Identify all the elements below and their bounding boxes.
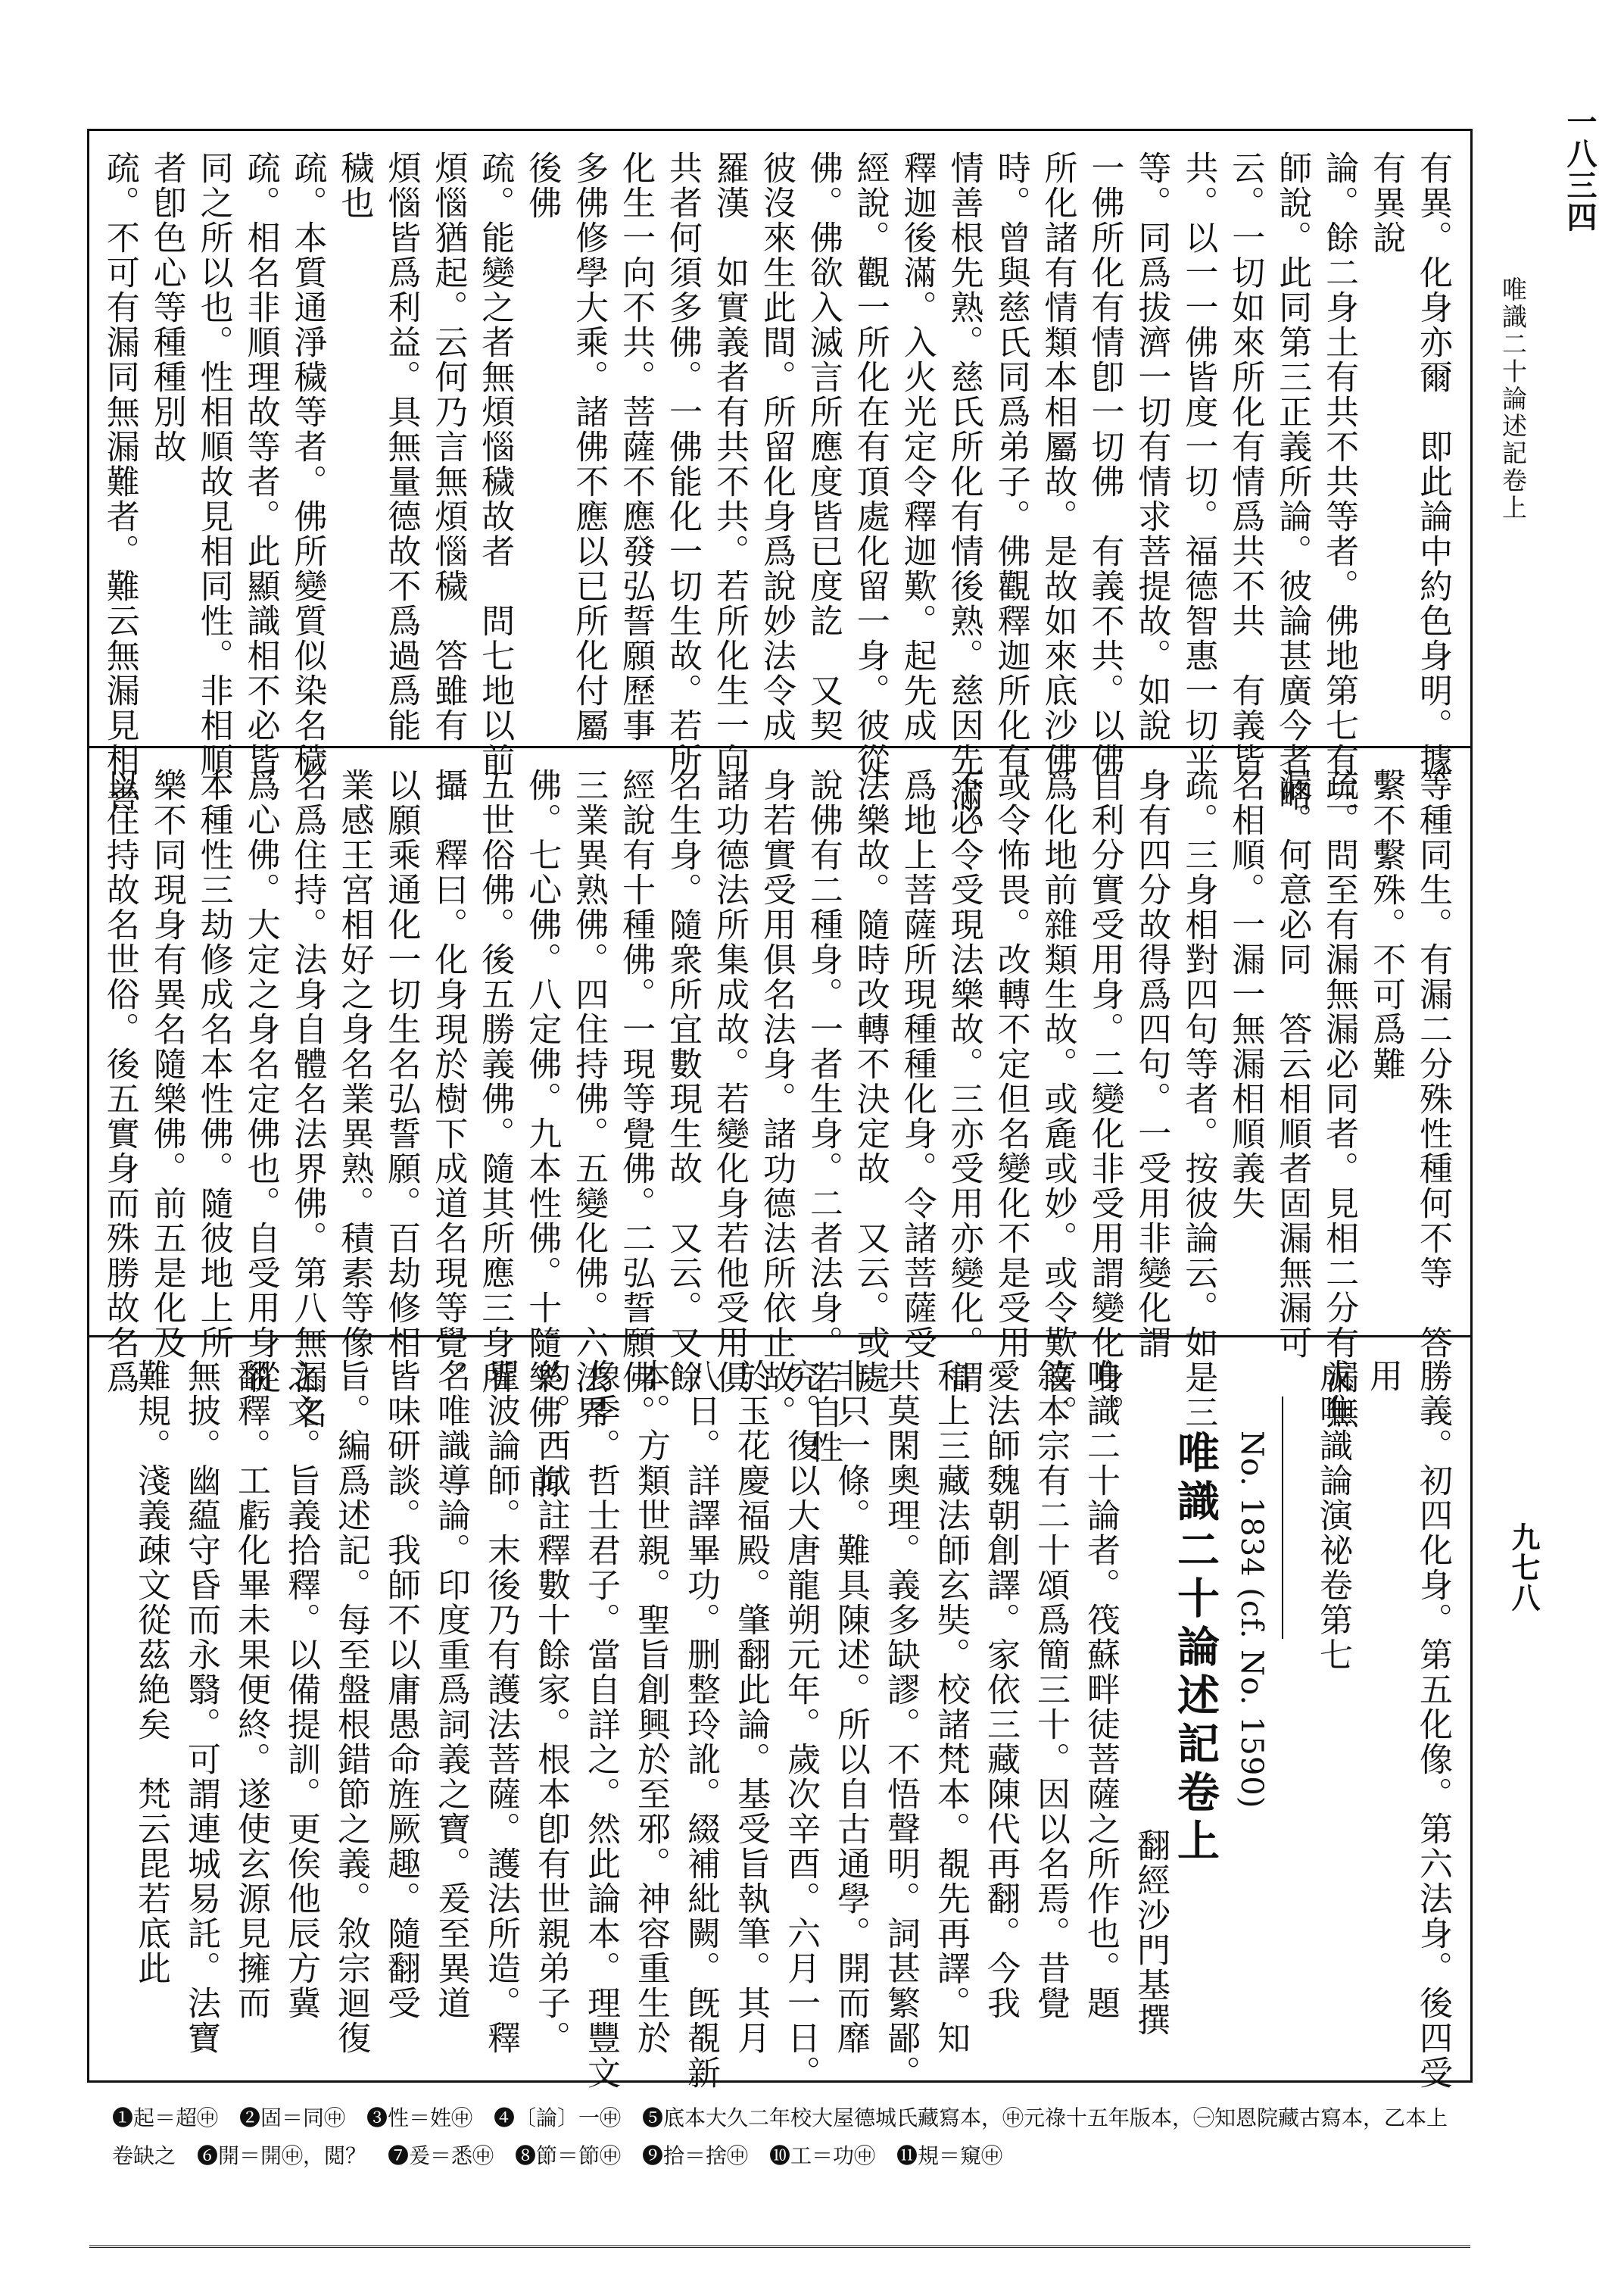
text-column: 爲地上菩薩所現種種化身。令諸菩薩受 [897, 768, 937, 1360]
text-column: 彼沒來生此間。所留化身爲說妙法令成 [756, 151, 796, 743]
text-column: 名相順。一漏一無漏相順義失 [1226, 768, 1265, 1221]
text-column: 於玉花慶福殿。肇翻此論。基受旨執筆。其月 [731, 1359, 770, 2055]
text-column: 無披。幽藴守昏而永翳。可謂連城易託。法寶 [182, 1359, 220, 2055]
text-column: 樂不同現身有異名隨樂佛。前五是化及 [147, 768, 186, 1360]
text-column: 等。同爲拔濟一切有情求菩提故。如說 [1132, 151, 1171, 743]
text-column: 煩惱猶起。云何乃言無煩惱穢 答雖有 [429, 151, 468, 743]
text-column: 非只一條。難具陳述。所以自古通學。開而靡 [831, 1359, 870, 2055]
text-column: 師說。此同第三正義所論。彼論甚廣今者略 [1273, 151, 1312, 813]
text-column: 三業異熟佛。四住持佛。五變化佛。六法界 [569, 768, 609, 1430]
text-column: 羅漢 如實義者有共不共。若所化生一向 [709, 151, 749, 778]
text-column: 爲心佛。大定之身名定佛也。自受用身從 [241, 768, 280, 1395]
text-column: 本。方類世親。聖旨創興於至邪。神容重生於 [631, 1359, 670, 2055]
text-column: 漏。何意必同 答云相順者固漏無漏可 [1273, 768, 1312, 1360]
text-column: 之文。旨義拾釋。以備提訓。更俟他辰方冀 [282, 1359, 320, 2021]
page-number: 一八三四 [1562, 106, 1598, 233]
text-column: 者卽色心等種種別故 [147, 151, 186, 464]
text-column: 或令怖畏。改轉不定但名變化不是受用 [991, 768, 1030, 1360]
running-title: 唯識二十論述記卷上 [1498, 276, 1528, 522]
text-column: 像季。哲士君子。當自詳之。然此論本。理豐文 [581, 1359, 620, 2090]
text-column: 疏。相名非順理故等者。此顯識相不必皆 [241, 151, 280, 778]
text-column: 難規。淺義疎文從茲絶矣 梵云毘若底此 [132, 1359, 170, 1986]
end-title: 成唯識論演祕卷第七 [1314, 1359, 1352, 1672]
text-column: 煩惱皆爲利益。具無量德故不爲過爲能 [382, 151, 421, 743]
register-divider-upper [89, 746, 1470, 748]
text-column: 多佛修學大乘。諸佛不應以已所化付屬 [569, 151, 609, 743]
text-column: 經說有十種佛。一現等覺佛。二弘誓願佛。 [616, 768, 656, 1430]
text-column: 疏。能變之者無煩惱穢故者 問七地以前 [475, 151, 515, 778]
register-middle [89, 748, 1470, 1500]
text-column: 名爲住持。法身自體名法界佛。第八無漏名 [288, 768, 327, 1430]
work-number: No. 1834 (cf. No. 1590) [1234, 1431, 1269, 1809]
page-header [1488, 106, 1601, 879]
text-column: 以住持故名世俗。後五實身而殊勝故名爲 [100, 768, 139, 1395]
text-column: 究。復以大唐龍朔元年。歲次辛酉。六月一日。 [781, 1359, 820, 2090]
text-column: 時。曾與慈氏同爲弟子。佛觀釋迦所化有 [991, 151, 1030, 778]
text-column: 共者何須多佛。一佛能化一切生故。若所 [663, 151, 702, 778]
text-column: 以願乘通化一切生名弘誓願。百劫修相 [382, 768, 421, 1360]
text-column: 論。餘二身土有共不共等者。佛地第七有三 [1320, 151, 1359, 813]
text-column: 身若實受用俱名法身。諸功德法所依止故。 [756, 768, 796, 1430]
register-top [89, 131, 1470, 847]
text-column: 疏。不可有漏同無漏難者。難云無漏見相善 [100, 151, 139, 813]
text-column: 諸功德法所集成故。若變化身若他受用俱 [709, 768, 749, 1395]
text-column: 經說。觀一所化在有頂處化留一身。彼從 [850, 151, 890, 778]
text-column: 有異說 [1367, 151, 1406, 255]
text-column: 名唯識導論。印度重爲詞義之寶。爰至異道 [432, 1359, 470, 2021]
text-column: 有異。化身亦爾 即此論中約色身明。據 [1414, 151, 1452, 778]
text-column: 名生身。隨衆所宜數現生故 又云。又餘 [663, 768, 702, 1395]
text-column: 化生一向不共。菩薩不應發弘誓願歷事 [616, 151, 656, 743]
text-column: 皆味研談。我師不以庸愚命旌厥趣。隨翻受 [382, 1359, 420, 2021]
footnote-line: 卷缺之 ❻開＝開㊥，閲？ ❼爰＝悉㊥ ❽節＝節㊥ ❾拾＝捨㊥ ❿工＝功㊥ ⓫規＝窺㊥ [112, 2143, 1003, 2168]
text-column: 說佛有二種身。一者生身。二者法身。若自性 [803, 768, 843, 1465]
text-column: 身有四分故得爲四句。一受用非變化謂 [1132, 768, 1171, 1360]
work-title: 唯識二十論述記卷上 [1170, 1431, 1220, 1867]
bottom-rule [89, 2245, 1470, 2248]
footnotes [112, 2099, 1490, 2175]
text-column: 等種同生。有漏二分殊性種何不等 答 [1414, 768, 1452, 1360]
text-column: 同之所以也。性相順故見相同性。非相順 [194, 151, 233, 778]
text-column: 攝 釋曰。化身現於樹下成道名現等覺。 [429, 768, 468, 1395]
text-column: 八日。詳譯畢功。删整玲訛。綴補紕闕。旣覩新 [681, 1359, 720, 2090]
text-column: 敘本宗有二十頌爲簡三十。因以名焉。昔覺 [1031, 1359, 1070, 2021]
text-column: 愛法師魏朝創譯。家依三藏陳代再翻。今我 [981, 1359, 1020, 2021]
text-column: 穢也 [335, 151, 374, 220]
text-column: 法樂故。隨時改轉不決定故 又云。或處 [850, 768, 890, 1395]
text-column: 共莫閑奧理。義多缺謬。不悟聲明。詞甚繁鄙。 [881, 1359, 920, 2090]
text-column: 自利分實受用身。二變化非受用謂變化身。 [1085, 768, 1124, 1430]
side-page-number: 九七八 [1507, 1522, 1541, 1613]
text-column: 本種性三劫修成名本性佛。隨彼地上所 [194, 768, 233, 1360]
text-column: 共。以一一佛皆度一切。福德智惠一切平 [1179, 151, 1218, 778]
text-column: 情善根先熟。慈氏所化有情後熟。慈因先滿。 [944, 151, 983, 847]
text-column: 佛。佛欲入滅言所應度皆已度訖 又契 [803, 151, 843, 743]
register-bottom [89, 1339, 1470, 2090]
register-divider-lower [89, 1335, 1470, 1337]
section-divider [1282, 1397, 1284, 1639]
text-column: 後佛 [522, 151, 562, 220]
text-column: 云。一切如來所化有情爲共不共 有義皆 [1226, 151, 1265, 778]
author-line: 翻經沙門基撰 [1131, 1828, 1170, 2037]
text-column: 和上三藏法師玄奘。校諸梵本。覩先再譯。知 [931, 1359, 970, 2055]
text-column: 勝義。初四化身。第五化像。第六法身。後四受 [1414, 1359, 1452, 2090]
text-column: 唯識二十論者。筏蘇畔徒菩薩之所作也。題 [1081, 1359, 1120, 2021]
text-column: 用 [1364, 1359, 1402, 1393]
footnote-line: ❶起＝超㊥ ❷固＝同㊥ ❸性＝姓㊥ ❹〔論〕一㊥ ❺底本大久二年校大屋德城氏藏寫本，㊥元祿十五年版本，㊀知恩院藏古寫本，乙本上 [112, 2105, 1448, 2130]
text-column: 所化諸有情類本相屬故。是故如來底沙佛 [1038, 151, 1077, 778]
text-column: 旨。編爲述記。每至盤根錯節之義。敘宗迴復 [332, 1359, 370, 2055]
text-column: 翻釋。工虧化畢未果便終。遂使玄源見擁而 [232, 1359, 270, 2021]
text-column: 繫不繫殊。不可爲難 [1367, 768, 1406, 1081]
text-column: 不必令受現法樂故。三亦受用亦變化。謂 [944, 768, 983, 1395]
page-frame [87, 129, 1473, 2090]
text-column: 業感王宮相好之身名業異熟。積素等像 [335, 768, 374, 1360]
text-column: 疏。本質通淨穢等者。佛所變質似染名穢 [288, 151, 327, 778]
text-column: 爲化地前雜類生故。或麁或妙。或令歎喜。 [1038, 768, 1077, 1430]
text-column: 一佛所化有情卽一切佛 有義不共。以佛 [1085, 151, 1124, 778]
text-column: 五世俗佛。後五勝義佛。隨其所應三身所 [475, 768, 515, 1395]
text-column: 疏。問至有漏無漏必同者。見相二分有漏無 [1320, 768, 1359, 1430]
text-column: 疏。三身相對四句等者。按彼論云。如是三 [1179, 768, 1218, 1430]
text-column: 瞿波論師。末後乃有護法菩薩。護法所造。釋 [482, 1359, 520, 2055]
text-column: 佛。七心佛。八定佛。九本性佛。十隨樂佛。前 [522, 768, 562, 1500]
text-column: 釋迦後滿。入火光定令釋迦歎。起先成 [897, 151, 937, 743]
text-column: 約。西域註釋數十餘家。根本卽有世親弟子。 [531, 1359, 570, 2055]
